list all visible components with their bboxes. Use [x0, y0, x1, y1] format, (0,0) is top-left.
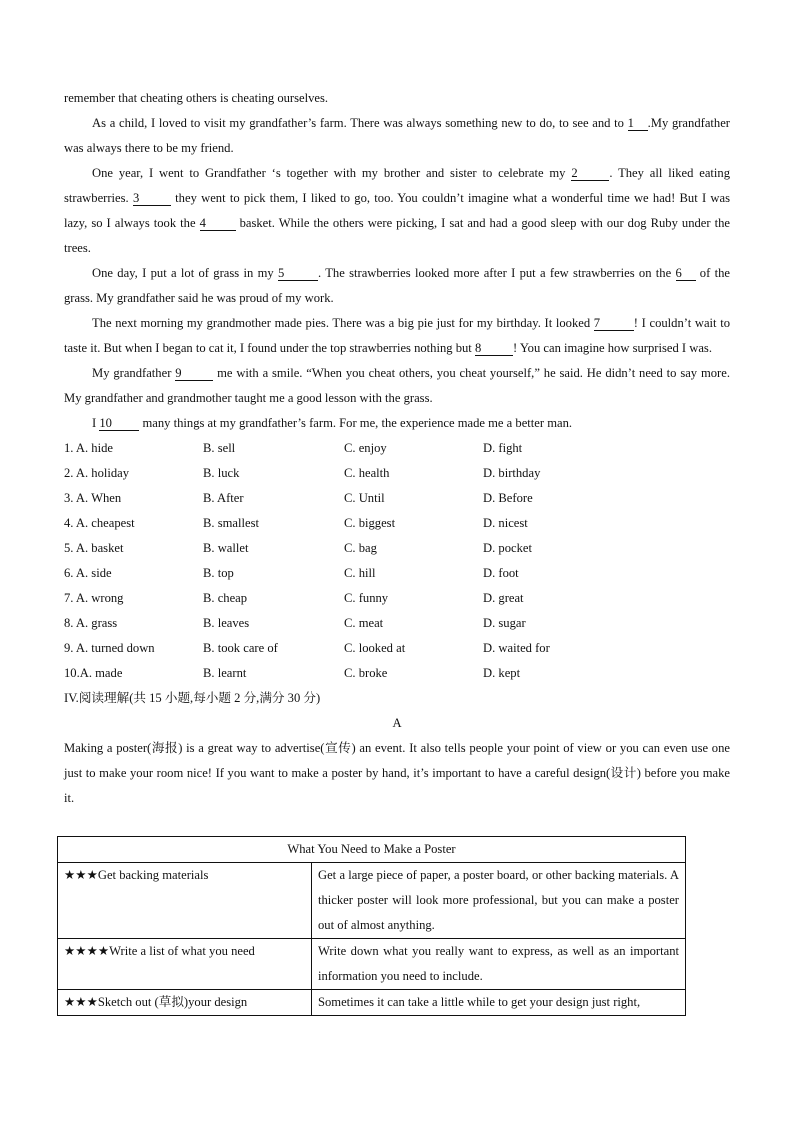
story-text: My grandfather: [92, 366, 176, 380]
option-choice[interactable]: B. wallet: [203, 541, 249, 555]
story-text: ! You can imagine how surprised I was.: [512, 341, 712, 355]
option-choice[interactable]: B. cheap: [203, 591, 248, 605]
option-choice[interactable]: 3. A. When: [64, 491, 122, 505]
option-choice[interactable]: 2. A. holiday: [64, 466, 130, 480]
story-text: One day, I put a lot of grass in my: [92, 266, 278, 280]
option-choice[interactable]: B. learnt: [203, 666, 247, 680]
option-choice[interactable]: D. birthday: [483, 466, 541, 480]
blank-6[interactable]: 6: [676, 266, 696, 281]
option-choice[interactable]: 4. A. cheapest: [64, 516, 135, 530]
option-choice[interactable]: 5. A. basket: [64, 541, 124, 555]
story-text: many things at my grandfather’s farm. For me, the experience made me a better man.: [139, 416, 573, 430]
option-row-5: [64, 536, 730, 561]
option-choice[interactable]: 9. A. turned down: [64, 641, 155, 655]
option-choice[interactable]: B. luck: [203, 466, 240, 480]
option-choice[interactable]: 6. A. side: [64, 566, 112, 580]
blank-8[interactable]: 8: [475, 341, 513, 356]
option-choice[interactable]: C. hill: [344, 566, 376, 580]
table-header-row: [58, 837, 686, 863]
option-choice[interactable]: D. pocket: [483, 541, 532, 555]
blank-5[interactable]: 5: [278, 266, 318, 281]
option-choice[interactable]: C. funny: [344, 591, 389, 605]
story-text: As a child, I loved to visit my grandfather’s farm. There was always something new to do, to see and to: [92, 116, 628, 130]
table-step: ★★★Get backing materials: [58, 863, 312, 939]
story-text: I: [92, 416, 100, 430]
story-paragraph-3: [64, 261, 730, 311]
story-text: remember that cheating others is cheating ourselves.: [64, 91, 329, 105]
blank-10[interactable]: 10: [99, 416, 139, 431]
table-row: [58, 939, 686, 990]
story-text: basket. While the others were picking, I sat and had a good sleep with our dog Ruby under the trees.: [64, 216, 730, 255]
option-choice[interactable]: C. health: [344, 466, 390, 480]
options-list: [64, 436, 730, 686]
option-choice[interactable]: D. Before: [483, 491, 533, 505]
story-paragraph-4: [64, 311, 730, 361]
option-row-6: [64, 561, 730, 586]
option-choice[interactable]: D. fight: [483, 441, 523, 455]
option-choice[interactable]: C. biggest: [344, 516, 396, 530]
blank-4[interactable]: 4: [200, 216, 236, 231]
option-choice[interactable]: 8. A. grass: [64, 616, 118, 630]
option-choice[interactable]: B. took care of: [203, 641, 278, 655]
passage-intro: Making a poster(海报) is a great way to advertise(宣传) an event. It also tells people your point of view or you can even use one just to make your room nice! If you want to make a poster by hand, it’s important to have a careful design(设计) before you make it.: [64, 741, 730, 805]
option-choice[interactable]: C. Until: [344, 491, 385, 505]
blank-2[interactable]: 2: [571, 166, 609, 181]
table-step: ★★★★Write a list of what you need: [58, 939, 312, 990]
story-paragraph-2: [64, 161, 730, 261]
section-heading: IV.阅读理解(共 15 小题,每小题 2 分,满分 30 分): [64, 691, 321, 705]
exam-page: [64, 86, 730, 811]
option-choice[interactable]: D. foot: [483, 566, 519, 580]
option-choice[interactable]: B. After: [203, 491, 244, 505]
table-detail: Get a large piece of paper, a poster board, or other backing materials. A thicker poster will look more professional, but you can make a poster out of almost anything.: [312, 863, 686, 939]
story-text: of the grass. My grandfather said he was proud of my work.: [64, 266, 730, 305]
story-paragraph-1: [64, 111, 730, 161]
blank-9[interactable]: 9: [175, 366, 213, 381]
option-row-9: [64, 636, 730, 661]
option-row-1: [64, 436, 730, 461]
option-row-2: [64, 461, 730, 486]
story-text: . The strawberries looked more after I put a few strawberries on the: [317, 266, 676, 280]
option-choice[interactable]: B. smallest: [203, 516, 259, 530]
option-row-8: [64, 611, 730, 636]
story-text: they went to pick them, I liked to go, too. You couldn’t imagine what a wonderful time we had! But I was lazy, so I always took the: [64, 191, 730, 230]
option-choice[interactable]: C. enjoy: [344, 441, 387, 455]
option-choice[interactable]: B. sell: [203, 441, 236, 455]
option-choice[interactable]: D. waited for: [483, 641, 550, 655]
option-choice[interactable]: B. leaves: [203, 616, 250, 630]
story-paragraph-6: [64, 411, 730, 436]
option-choice[interactable]: C. broke: [344, 666, 388, 680]
option-row-7: [64, 586, 730, 611]
option-choice[interactable]: D. nicest: [483, 516, 528, 530]
option-choice[interactable]: 7. A. wrong: [64, 591, 124, 605]
option-row-10: [64, 661, 730, 686]
story-text: The next morning my grandmother made pies. There was a big pie just for my birthday. It looked: [92, 316, 594, 330]
story-text: . They all liked eating strawberries.: [64, 166, 730, 205]
option-choice[interactable]: 1. A. hide: [64, 441, 113, 455]
blank-3[interactable]: 3: [133, 191, 171, 206]
story-text: .My grandfather was always there to be my friend.: [64, 116, 730, 155]
table-detail: Sometimes it can take a little while to get your design just right,: [312, 990, 686, 1016]
option-choice[interactable]: D. sugar: [483, 616, 526, 630]
table-step: ★★★Sketch out (草拟)your design: [58, 990, 312, 1016]
option-choice[interactable]: B. top: [203, 566, 234, 580]
poster-table: [57, 836, 686, 1016]
option-choice[interactable]: 10.A. made: [64, 666, 123, 680]
story-text: ! I couldn’t wait to taste it. But when I began to cat it, I found under the top strawberries nothing but: [64, 316, 730, 355]
option-row-3: [64, 486, 730, 511]
option-choice[interactable]: D. kept: [483, 666, 521, 680]
table-row: [58, 990, 686, 1016]
blank-1[interactable]: 1: [628, 116, 648, 131]
table-row: [58, 863, 686, 939]
table-detail: Write down what you really want to express, as well as an important information you need to include.: [312, 939, 686, 990]
option-choice[interactable]: C. bag: [344, 541, 377, 555]
story-paragraph-5: [64, 361, 730, 411]
story-paragraph-0: [64, 86, 730, 111]
story-text: One year, I went to Grandfather ‘s together with my brother and sister to celebrate my: [92, 166, 572, 180]
option-row-4: [64, 511, 730, 536]
story-text: me with a smile. “When you cheat others, you cheat yourself,” he said. He didn’t need to say more. My grandfather and grandmother taught me a good lesson with the grass.: [64, 366, 730, 405]
option-choice[interactable]: D. great: [483, 591, 524, 605]
option-choice[interactable]: C. looked at: [344, 641, 406, 655]
table-title: What You Need to Make a Poster: [58, 837, 686, 863]
option-choice[interactable]: C. meat: [344, 616, 384, 630]
blank-7[interactable]: 7: [594, 316, 634, 331]
passage-label: A: [392, 716, 402, 730]
